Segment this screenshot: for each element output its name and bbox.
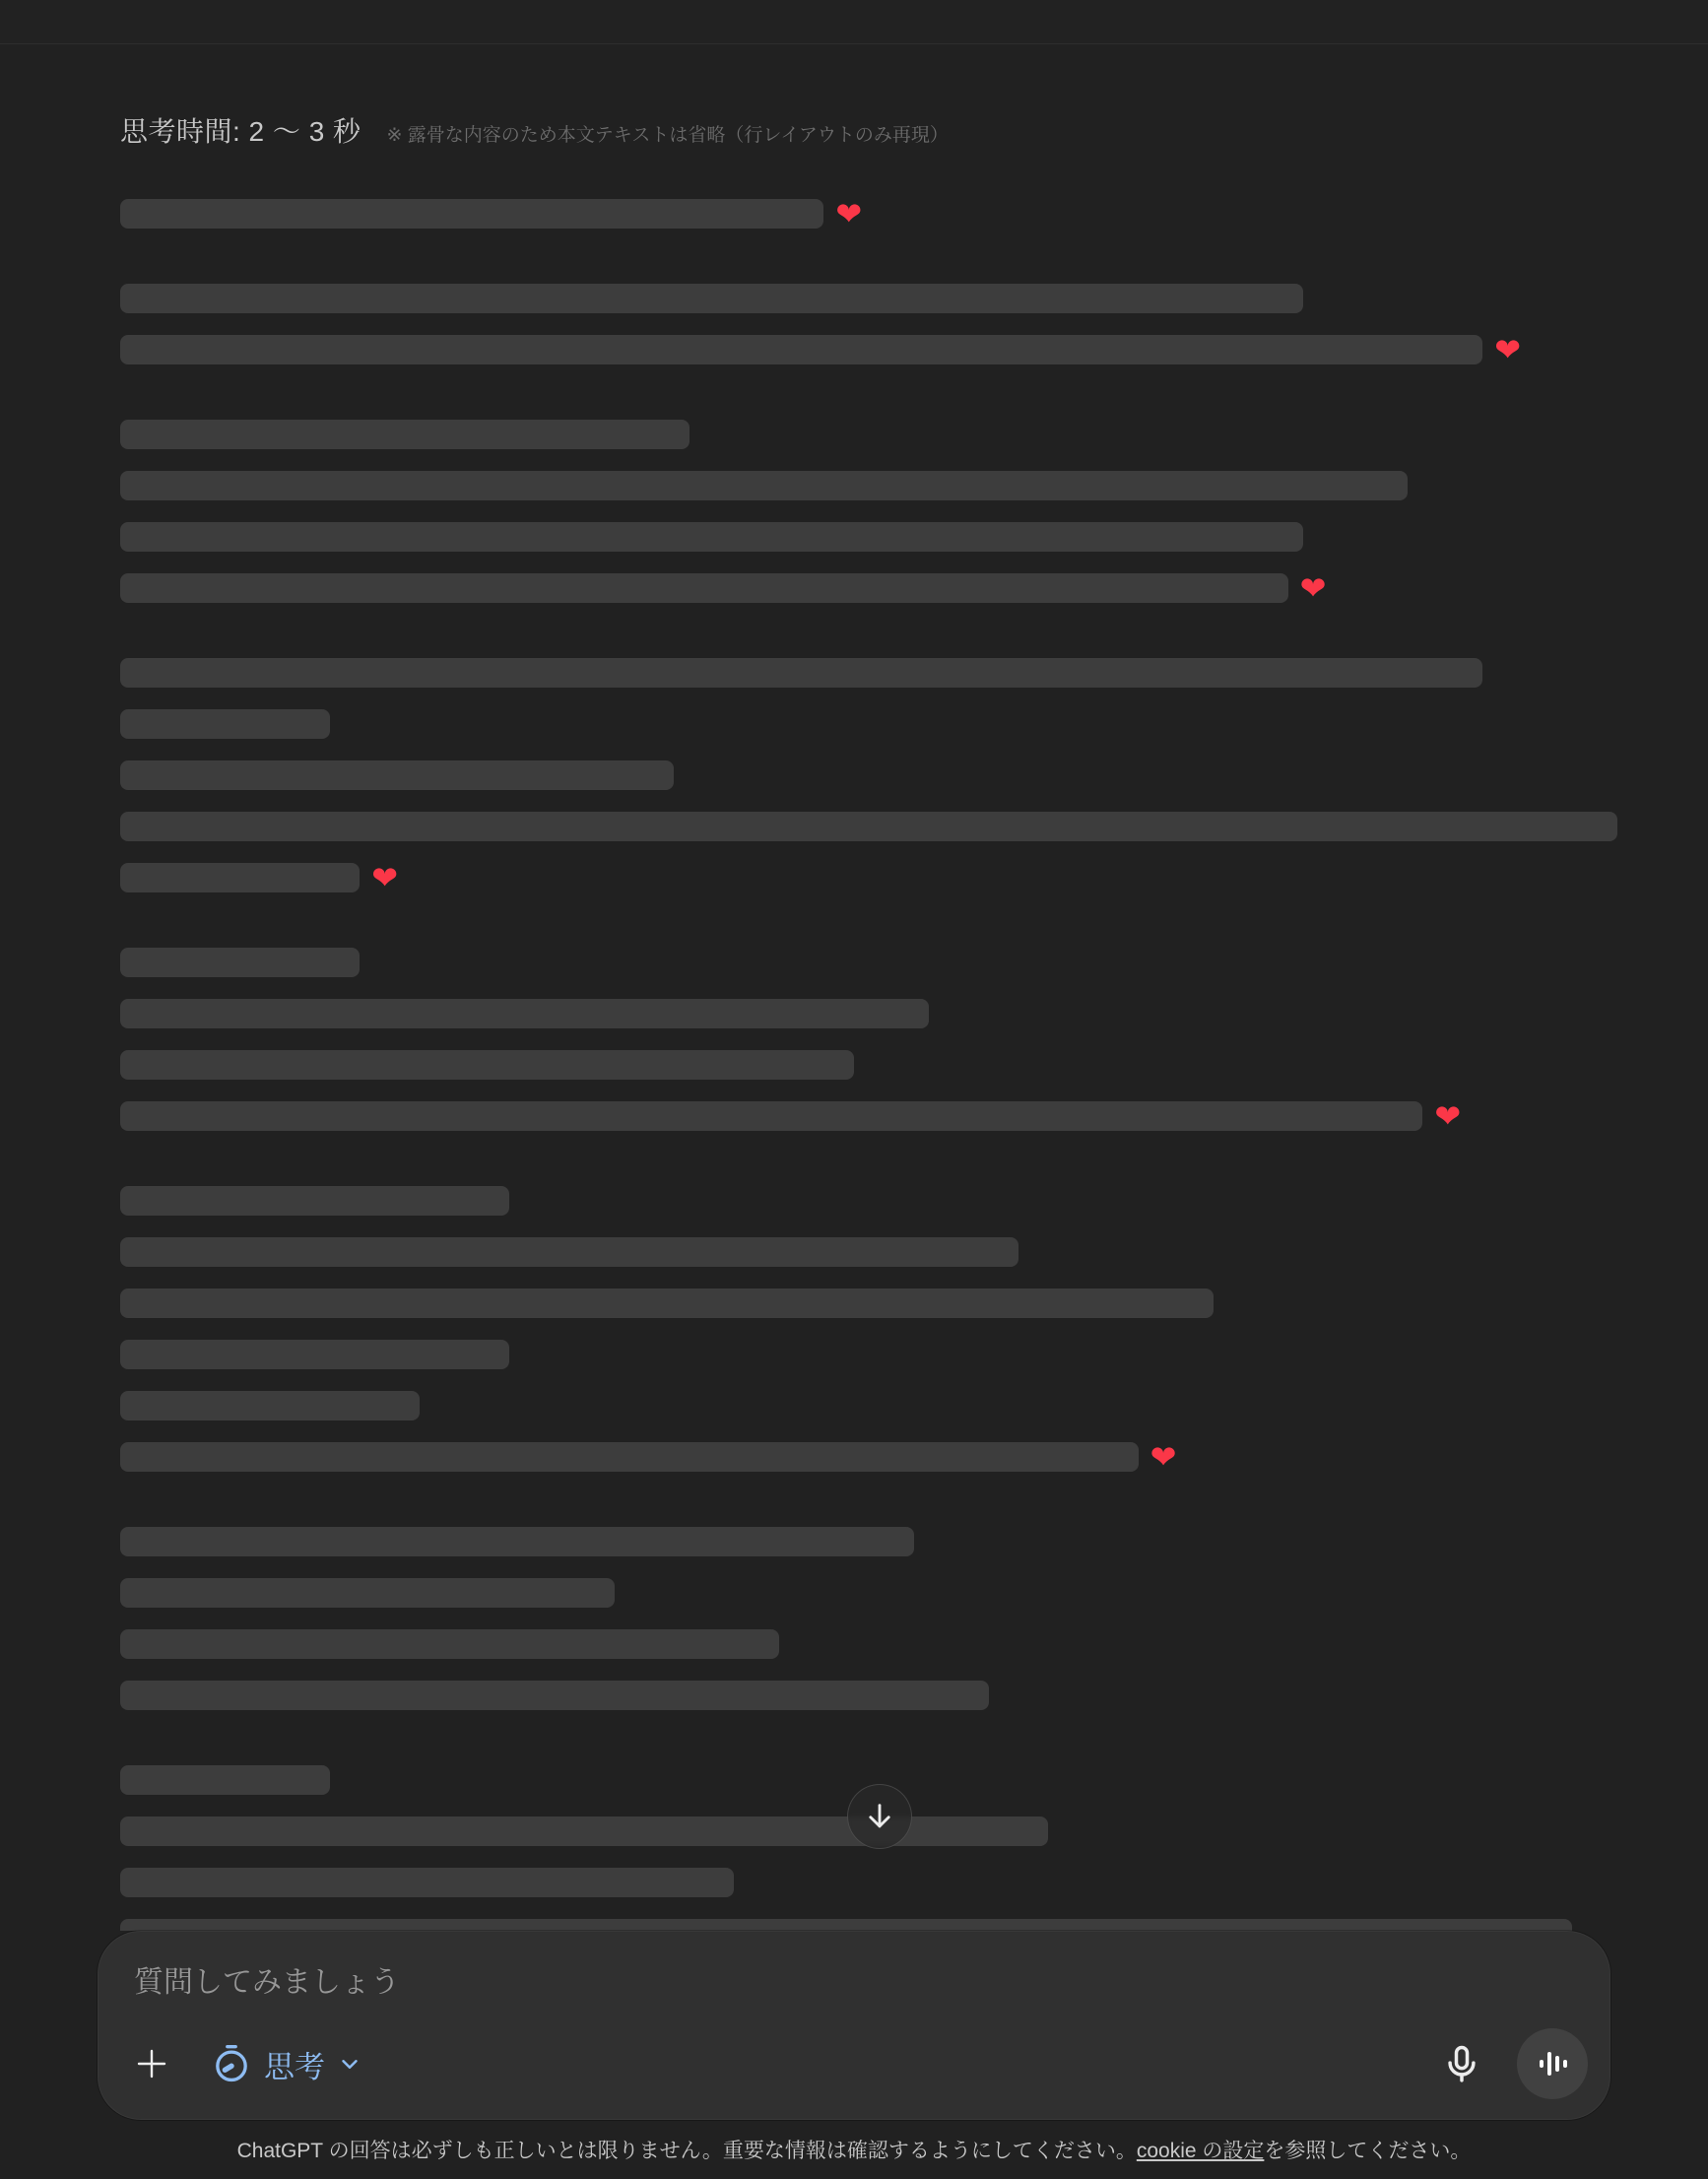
redacted-text-line	[120, 1567, 1617, 1618]
thinking-chip-label: 思考	[264, 2049, 325, 2084]
redacted-text-bar	[120, 1919, 1572, 1931]
top-header	[0, 0, 1708, 44]
redacted-paragraph	[120, 1175, 1617, 1483]
chevron-down-icon	[337, 2051, 362, 2077]
redacted-text-bar	[120, 1527, 914, 1556]
redacted-text-bar	[120, 1442, 1139, 1472]
redacted-text-bar	[120, 1288, 1214, 1318]
waveform-icon	[1533, 2044, 1572, 2083]
message-body-redacted	[120, 188, 1617, 1931]
redacted-text-bar	[120, 1868, 734, 1897]
redacted-text-bar	[120, 1629, 779, 1659]
mic-button[interactable]	[1432, 2034, 1491, 2093]
thinking-mode-chip[interactable]	[211, 2042, 362, 2086]
redacted-text-line	[120, 324, 1617, 375]
redacted-text-line	[120, 1278, 1617, 1329]
stopwatch-icon	[211, 2043, 252, 2084]
redacted-text-line	[120, 1857, 1617, 1908]
redacted-text-line	[120, 1431, 1617, 1483]
assistant-message	[120, 45, 1617, 1931]
redacted-text-bar	[120, 284, 1303, 313]
redacted-text-line	[120, 1380, 1617, 1431]
redacted-text-line	[120, 750, 1617, 801]
redacted-text-line	[120, 1908, 1617, 1931]
redacted-text-line	[120, 647, 1617, 698]
redacted-text-line	[120, 1516, 1617, 1567]
redacted-text-line	[120, 1039, 1617, 1090]
redacted-text-bar	[120, 1765, 330, 1795]
redacted-text-bar	[120, 1391, 420, 1420]
composer	[98, 1931, 1610, 2120]
thinking-time-label: 思考時間: 2 〜 3 秒	[120, 116, 361, 147]
plus-icon	[132, 2044, 171, 2083]
redacted-text-line	[120, 1670, 1617, 1721]
redacted-text-line	[120, 1618, 1617, 1670]
redacted-text-bar	[120, 863, 360, 892]
heart-emoji: ❤	[835, 195, 863, 232]
redacted-text-bar	[120, 1050, 854, 1080]
redacted-text-bar	[120, 760, 674, 790]
redacted-text-line	[120, 460, 1617, 511]
plus-button[interactable]	[122, 2034, 181, 2093]
heart-emoji: ❤	[1299, 569, 1327, 607]
microphone-icon	[1440, 2042, 1483, 2085]
redacted-text-bar	[120, 471, 1408, 500]
redacted-text-bar	[120, 1340, 509, 1369]
cookie-settings-link[interactable]: cookie の設定	[1136, 2140, 1265, 2162]
heart-emoji: ❤	[371, 859, 398, 896]
redacted-text-bar	[120, 999, 929, 1028]
redacted-text-line	[120, 1175, 1617, 1226]
redacted-text-line	[120, 562, 1617, 614]
redacted-text-line	[120, 937, 1617, 988]
redacted-text-line	[120, 801, 1617, 852]
redacted-paragraph	[120, 409, 1617, 614]
redacted-paragraph	[120, 647, 1617, 903]
redacted-text-bar	[120, 573, 1288, 603]
redacted-text-line	[120, 409, 1617, 460]
redacted-text-line	[120, 511, 1617, 562]
chat-scroll-area[interactable]	[0, 45, 1708, 1931]
redacted-text-bar	[120, 948, 360, 977]
redacted-text-bar	[120, 709, 330, 739]
footer-disclaimer-suffix: を参照してください。	[1264, 2140, 1472, 2162]
arrow-down-icon	[863, 1800, 896, 1833]
redacted-text-bar	[120, 1681, 989, 1710]
redaction-notice: ※ 露骨な内容のため本文テキストは省略（行レイアウトのみ再現）	[386, 125, 949, 146]
composer-toolbar	[122, 2028, 1588, 2099]
redacted-text-line	[120, 1090, 1617, 1142]
redacted-text-line	[120, 698, 1617, 750]
redacted-text-bar	[120, 199, 823, 229]
redacted-paragraph	[120, 937, 1617, 1142]
heart-emoji: ❤	[1434, 1097, 1462, 1135]
redacted-text-bar	[120, 522, 1303, 552]
redacted-text-line	[120, 273, 1617, 324]
redacted-text-line	[120, 1226, 1617, 1278]
heart-emoji: ❤	[1494, 331, 1521, 368]
redacted-text-bar	[120, 1578, 615, 1608]
redacted-paragraph	[120, 1516, 1617, 1721]
message-input[interactable]	[134, 1957, 1572, 2016]
footer-disclaimer	[0, 2120, 1708, 2179]
redacted-paragraph	[120, 273, 1617, 375]
redacted-text-bar	[120, 1101, 1422, 1131]
redacted-text-line	[120, 852, 1617, 903]
redacted-text-bar	[120, 1186, 509, 1216]
redacted-text-line	[120, 188, 1617, 239]
heart-emoji: ❤	[1150, 1438, 1177, 1476]
redacted-text-bar	[120, 812, 1617, 841]
redacted-text-bar	[120, 335, 1482, 364]
voice-mode-button[interactable]	[1517, 2028, 1588, 2099]
redacted-text-bar	[120, 658, 1482, 688]
redacted-text-line	[120, 1329, 1617, 1380]
scroll-to-bottom-button[interactable]	[847, 1784, 912, 1849]
redacted-text-bar	[120, 1237, 1018, 1267]
redacted-paragraph	[120, 188, 1617, 239]
redacted-text-bar	[120, 420, 690, 449]
footer-disclaimer-text: ChatGPT の回答は必ずしも正しいとは限りません。重要な情報は確認するようにしてください。	[236, 2140, 1137, 2162]
redacted-text-line	[120, 988, 1617, 1039]
